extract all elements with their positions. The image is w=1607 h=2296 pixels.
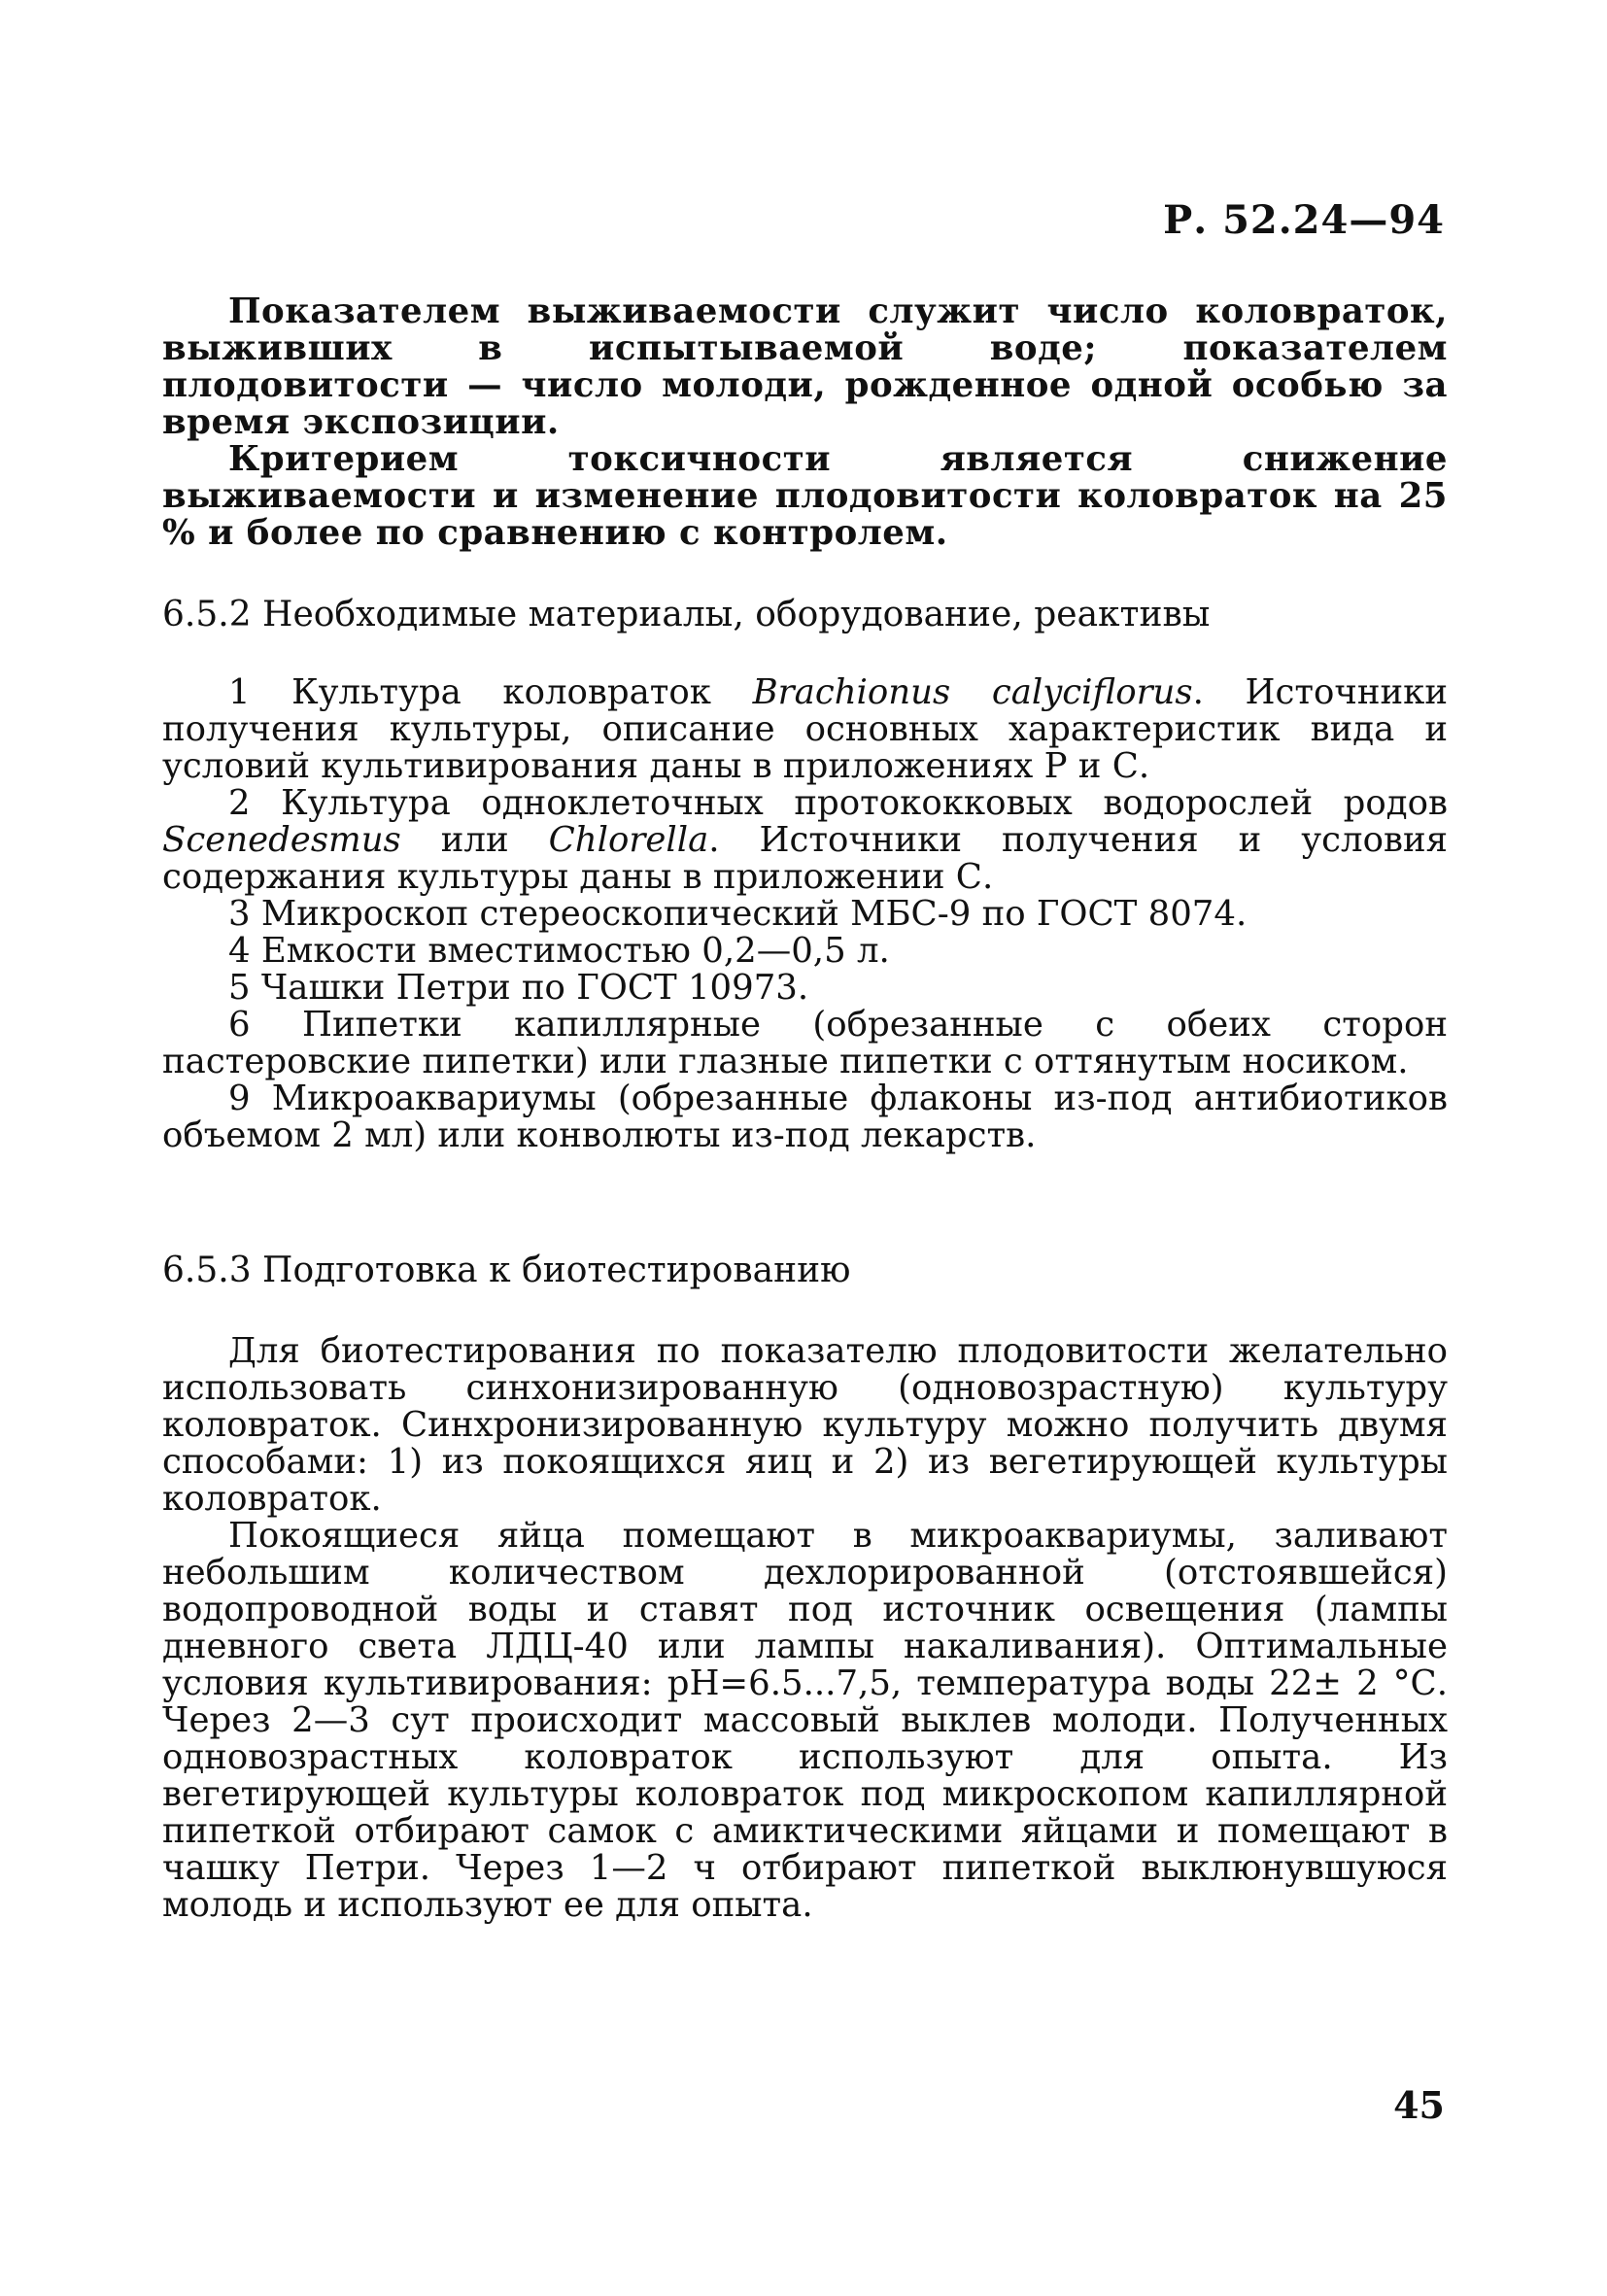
- preparation-section: [162, 1251, 1448, 1924]
- materials-list: [162, 674, 1448, 1154]
- preparation-paragraph: Для биотестирования по показателю плодовитости желательно использовать синхонизированную (одновозрастную) культуру коловраток. Синхронизированную культуру можно получить двумя способами: 1) из покоящихся яиц и 2) из вегетирующей культуры коловраток.: [162, 1331, 1448, 1519]
- page-number: 45: [1393, 2083, 1445, 2127]
- list-item: 9 Микроаквариумы (обрезанные флаконы из-под антибиотиков объемом 2 мл) или конволюты из-под лекарств.: [162, 1079, 1448, 1155]
- item-italic: Chlorella: [548, 820, 709, 860]
- intro-paragraph: Критерием токсичности является снижение выживаемости и изменение плодовитости коловраток на 25 % и более по сравнению с контролем.: [162, 439, 1448, 553]
- item-italic: Brachionus calyciflorus: [752, 672, 1193, 712]
- list-item: [162, 785, 1448, 896]
- materials-section: [162, 596, 1448, 1154]
- intro-section: [162, 293, 1448, 552]
- list-item: 4 Емкости вместимостью 0,2—0,5 л.: [228, 931, 890, 971]
- preparation-body: [162, 1333, 1448, 1924]
- list-item: 3 Микроскоп стереоскопический МБС-9 по ГОСТ 8074.: [228, 894, 1248, 934]
- item-italic: Scenedesmus: [162, 820, 401, 860]
- list-item: 6 Пипетки капиллярные (обрезанные с обеих сторон пастеровские пипетки) или глазные пипетки с оттянутым носиком.: [162, 1005, 1448, 1081]
- preparation-paragraph: Покоящиеся яйца помещают в микроаквариумы, заливают небольшим количеством дехлорированной (отстоявшейся) водопроводной воды и ставят под источник освещения (лампы дневного света ЛДЦ-40 или лампы накаливания). Оптимальные условия культивирования: pH=6.5...7,5, температура воды 22± 2 °С. Через 2—3 сут происходит массовый выклев молоди. Полученных одновозрастных коловраток используют для опыта. Из вегетирующей культуры коловраток под микроскопом капиллярной пипеткой отбирают самок с амиктическими яйцами и помещают в чашку Петри. Через 1—2 ч отбирают пипеткой выклюнувшуюся молодь и используют ее для опыта.: [162, 1516, 1448, 1925]
- item-text: 2 Культура одноклеточных протококковых водорослей родов: [228, 783, 1448, 823]
- document-code: Р. 52.24—94: [1163, 197, 1445, 243]
- item-text: . Источники получения культуры, описание основных характеристик вида и условий культивирования даны в приложениях Р и С.: [162, 672, 1448, 786]
- list-item: [162, 674, 1448, 785]
- section-heading: 6.5.3 Подготовка к биотестированию: [162, 1251, 851, 1290]
- list-item: 5 Чашки Петри по ГОСТ 10973.: [228, 968, 809, 1008]
- item-text: или: [400, 820, 549, 860]
- section-heading: 6.5.2 Необходимые материалы, оборудование, реактивы: [162, 595, 1211, 634]
- intro-paragraph: Показателем выживаемости служит число коловраток, выживших в испытываемой воде; показателем плодовитости — число молоди, рожденное одной особью за время экспозиции.: [162, 291, 1448, 442]
- item-text: . Источники получения и условия содержания культуры даны в приложении С.: [162, 820, 1448, 897]
- item-text: 1 Культура коловраток: [228, 672, 753, 712]
